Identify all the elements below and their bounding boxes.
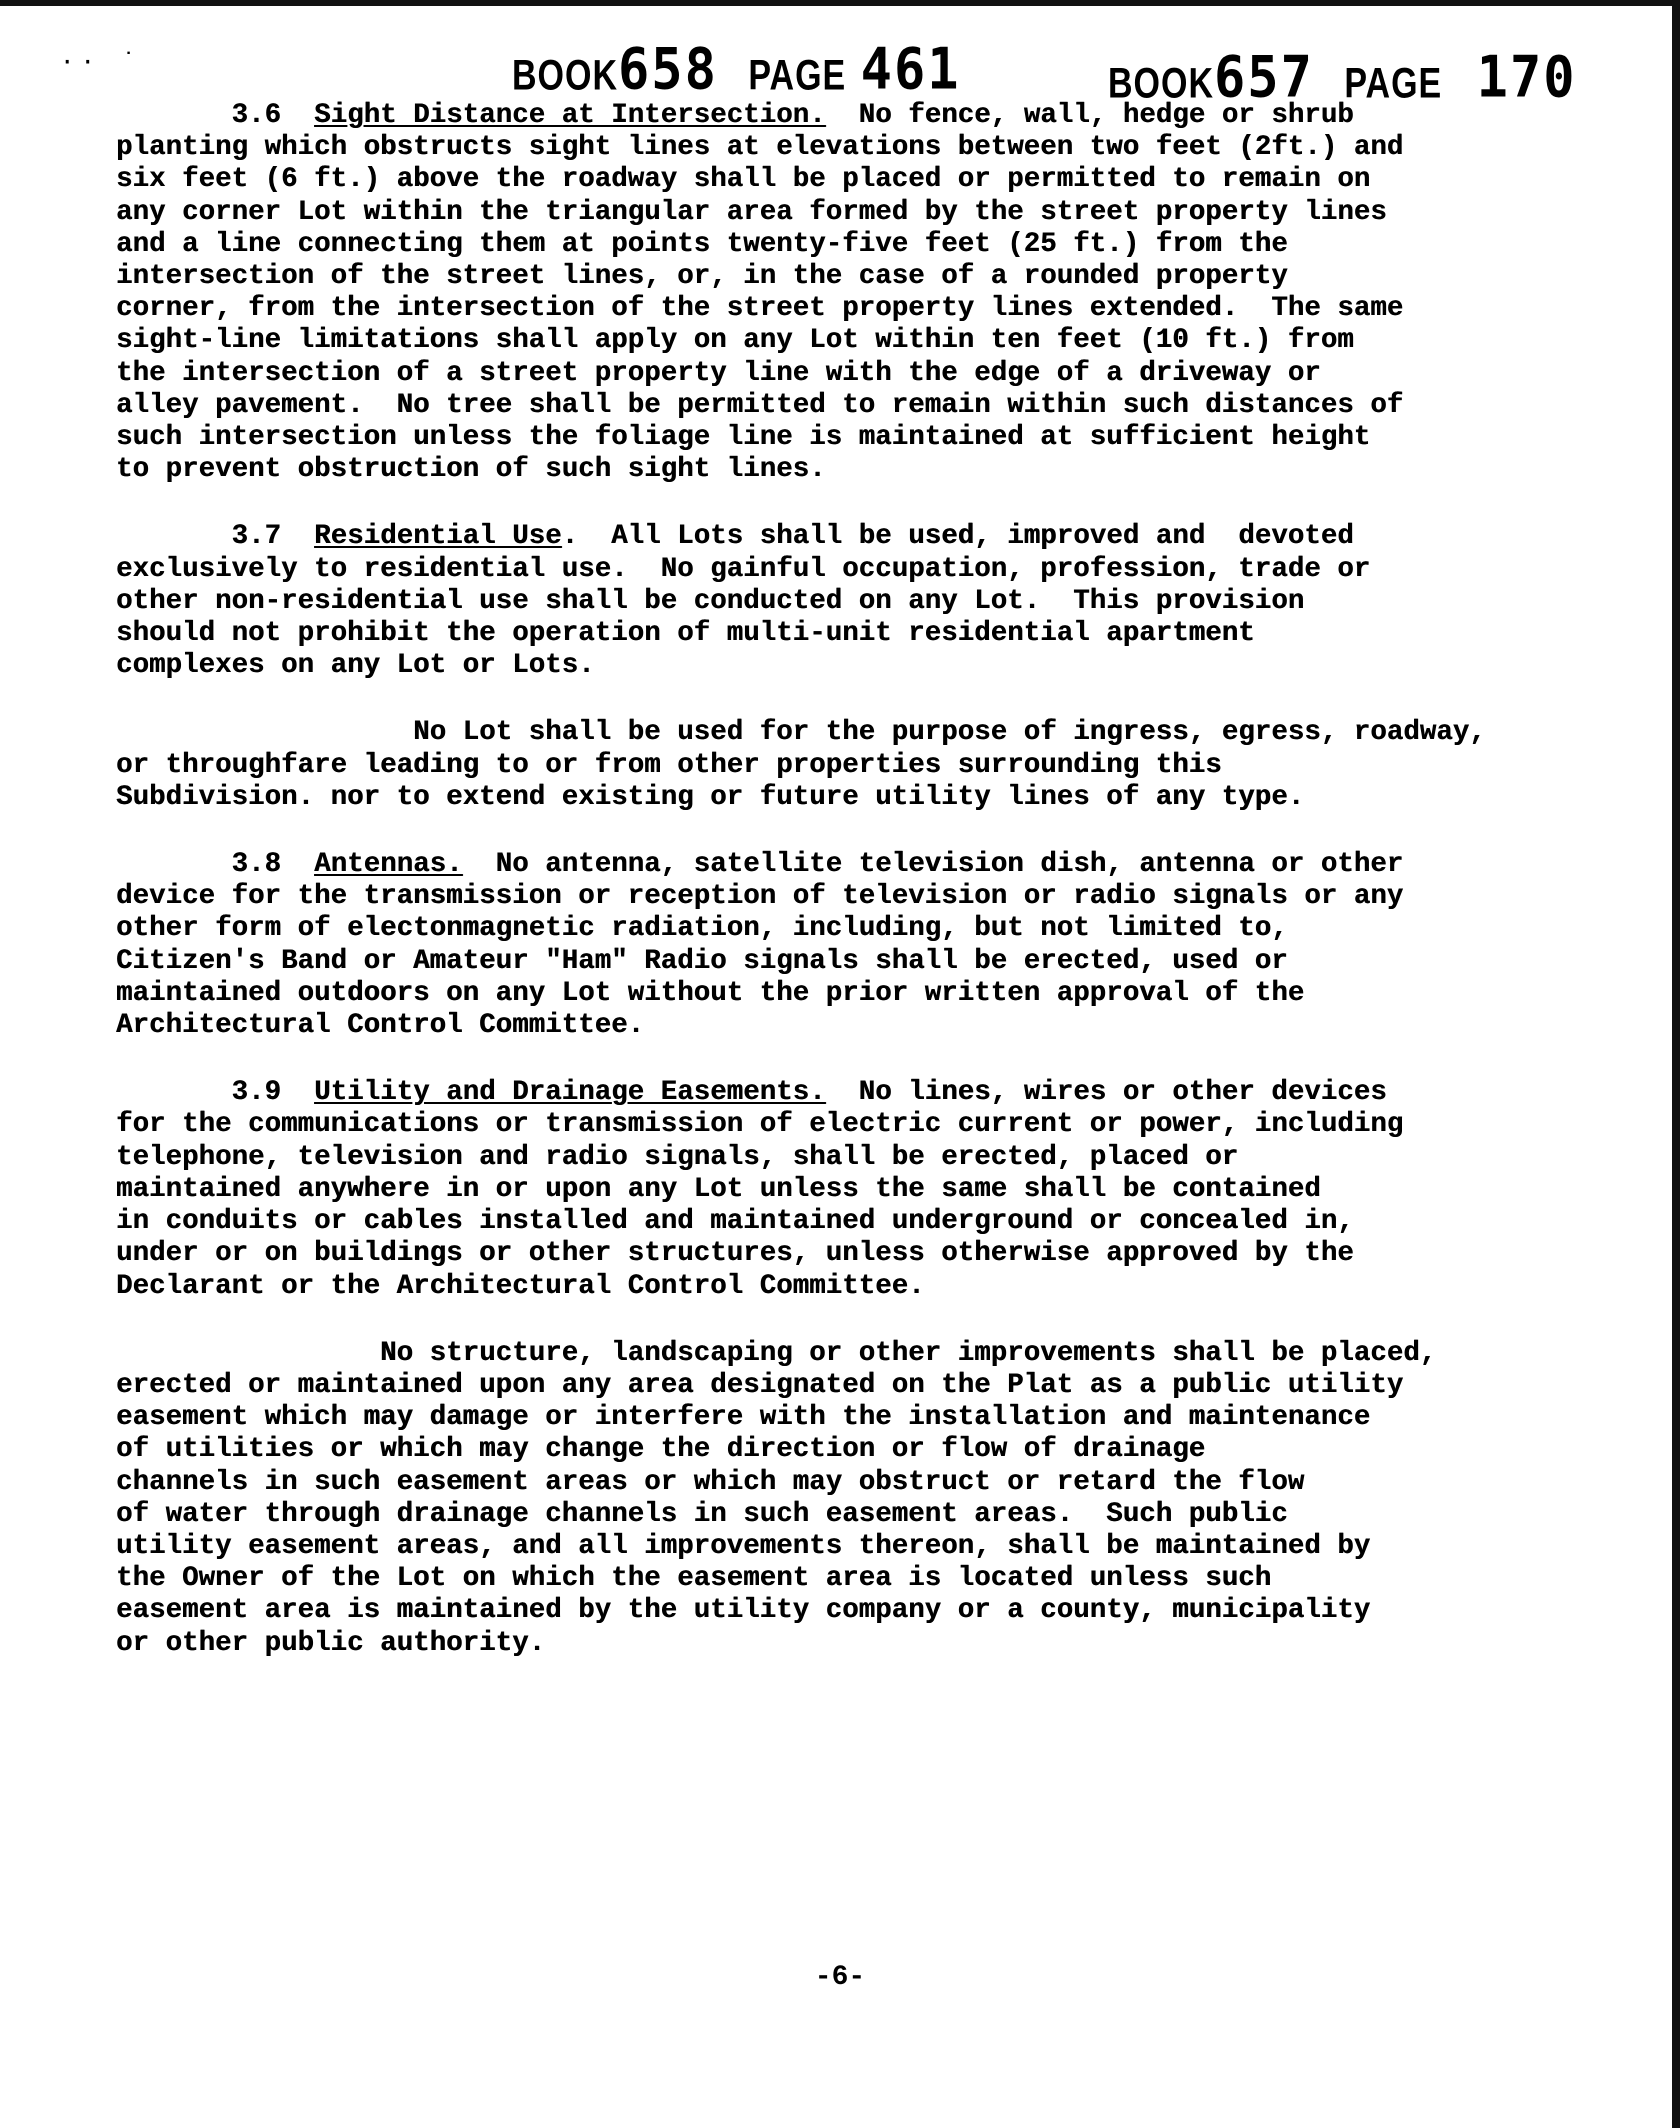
paragraph-first-line [116, 849, 1406, 881]
paragraph-line: other form of electonmagnetic radiation, including, but not limited to, [116, 913, 1288, 945]
paragraph-line: erected or maintained upon any area designated on the Plat as a public utility [116, 1369, 1404, 1401]
paragraph-line: of water through drainage channels in such easement areas. Such public [116, 1498, 1288, 1530]
paragraph-line: Subdivision. nor to extend existing or future utility lines of any type. [116, 781, 1305, 813]
section-number: 3.7 [231, 521, 282, 553]
scan-edge-top [0, 0, 1680, 6]
paragraph-line: to prevent obstruction of such sight lines. [116, 454, 826, 486]
section-first-line-text: No structure, landscaping or other improvements shall be placed, [380, 1337, 1437, 1369]
paragraph-line: complexes on any Lot or Lots. [116, 650, 595, 682]
paragraph-line: easement which may damage or interfere with the installation and maintenance [116, 1402, 1371, 1434]
paragraph-first-line [116, 1337, 1437, 1370]
paragraph-line: such intersection unless the foliage line is maintained at sufficient height [116, 422, 1371, 454]
paragraph-first-line [116, 717, 1486, 749]
paragraph-line: device for the transmission or reception of television or radio signals or any [116, 881, 1404, 913]
document-body [116, 100, 1486, 1695]
section-first-line-text: No antenna, satellite television dish, antenna or other [462, 849, 1404, 881]
book-label: BOOK [1108, 60, 1214, 108]
paragraph-line: Architectural Control Committee. [116, 1010, 645, 1042]
book-page-stamp-right [1108, 45, 1577, 111]
paragraph-line: Declarant or the Architectural Control Committee. [116, 1270, 925, 1302]
paragraph-line: planting which obstructs sight lines at elevations between two feet (2ft.) and [116, 132, 1404, 164]
book-label: BOOK [512, 52, 618, 100]
paragraph-line: telephone, television and radio signals, shall be erected, placed or [116, 1141, 1239, 1173]
paragraph-line: six feet (6 ft.) above the roadway shall be placed or permitted to remain on [116, 164, 1371, 196]
book-page-stamp-left [512, 37, 961, 103]
paragraph-line: maintained anywhere in or upon any Lot unless the same shall be contained [116, 1173, 1321, 1205]
paragraph-line: alley pavement. No tree shall be permitted to remain within such distances of [116, 389, 1404, 421]
section-first-line-text: No lines, wires or other devices [825, 1077, 1387, 1109]
paragraph-line: corner, from the intersection of the street property lines extended. The same [116, 293, 1404, 325]
section-heading: Residential Use [314, 521, 562, 553]
section-heading: Antennas. [314, 849, 463, 881]
paragraph-line: for the communications or transmission of electric current or power, including [116, 1109, 1404, 1141]
paragraph-line: sight-line limitations shall apply on any Lot within ten feet (10 ft.) from [116, 325, 1354, 357]
paragraph-first-line [116, 100, 1406, 132]
paragraph-line: or other public authority. [116, 1627, 546, 1659]
paragraph-line: the intersection of a street property line with the edge of a driveway or [116, 357, 1321, 389]
paragraph-line: Citizen's Band or Amateur "Ham" Radio signals shall be erected, used or [116, 945, 1288, 977]
section-paragraph [116, 100, 1406, 486]
page-footer-number: -6- [814, 1962, 866, 1993]
page-label: PAGE [748, 52, 847, 100]
paragraph-line: the Owner of the Lot on which the easement area is located unless such [116, 1563, 1272, 1595]
paragraph-line: utility easement areas, and all improvements thereon, shall be maintained by [116, 1530, 1371, 1562]
paragraph-line: other non-residential use shall be conducted on any Lot. This provision [116, 585, 1305, 617]
paragraph-line: exclusively to residential use. No gainful occupation, profession, trade or [116, 553, 1371, 585]
section-first-line-text: No Lot shall be used for the purpose of ingress, egress, roadway, [413, 717, 1486, 749]
paragraph-line: or throughfare leading to or from other properties surrounding this [116, 749, 1222, 781]
paragraph-line: maintained outdoors on any Lot without the prior written approval of the [116, 977, 1305, 1009]
section-number: 3.8 [231, 849, 282, 881]
paragraph-line: any corner Lot within the triangular area formed by the street property lines [116, 196, 1387, 228]
section-heading: Sight Distance at Intersection. [314, 100, 826, 131]
page-number-stamp: 461 [860, 37, 961, 103]
section-paragraph [116, 717, 1486, 814]
paragraph-line: should not prohibit the operation of multi-unit residential apartment [116, 618, 1255, 650]
page-number-stamp: 170 [1476, 45, 1577, 111]
section-number: 3.9 [231, 1077, 282, 1109]
paragraph-line: under or on buildings or other structures, unless otherwise approved by the [116, 1238, 1354, 1270]
paragraph-first-line [116, 1077, 1406, 1109]
page-label: PAGE [1344, 60, 1443, 108]
paragraph-line: and a line connecting them at points twenty-five feet (25 ft.) from the [116, 228, 1288, 260]
paragraph-line: intersection of the street lines, or, in the case of a rounded property [116, 261, 1288, 293]
section-first-line-text: . All Lots shall be used, improved and devoted [561, 521, 1354, 553]
paragraph-line: of utilities or which may change the direction or flow of drainage [116, 1434, 1206, 1466]
section-number: 3.6 [231, 100, 282, 131]
section-paragraph [116, 849, 1406, 1042]
paragraph-line: in conduits or cables installed and maintained underground or concealed in, [116, 1206, 1354, 1238]
section-paragraph [116, 1077, 1406, 1302]
scan-edge-right [1672, 0, 1680, 2128]
section-first-line-text: No fence, wall, hedge or shrub [825, 100, 1354, 131]
book-number: 657 [1214, 45, 1314, 111]
paragraph-line: easement area is maintained by the utility company or a county, municipality [116, 1595, 1371, 1627]
paragraph-line: channels in such easement areas or which may obstruct or retard the flow [116, 1466, 1305, 1498]
scan-specks: ·· ˙ [60, 48, 142, 76]
section-paragraph [116, 1337, 1437, 1660]
section-heading: Utility and Drainage Easements. [314, 1077, 826, 1109]
paragraph-first-line [116, 521, 1406, 553]
section-paragraph [116, 521, 1406, 682]
book-number: 658 [618, 37, 718, 103]
